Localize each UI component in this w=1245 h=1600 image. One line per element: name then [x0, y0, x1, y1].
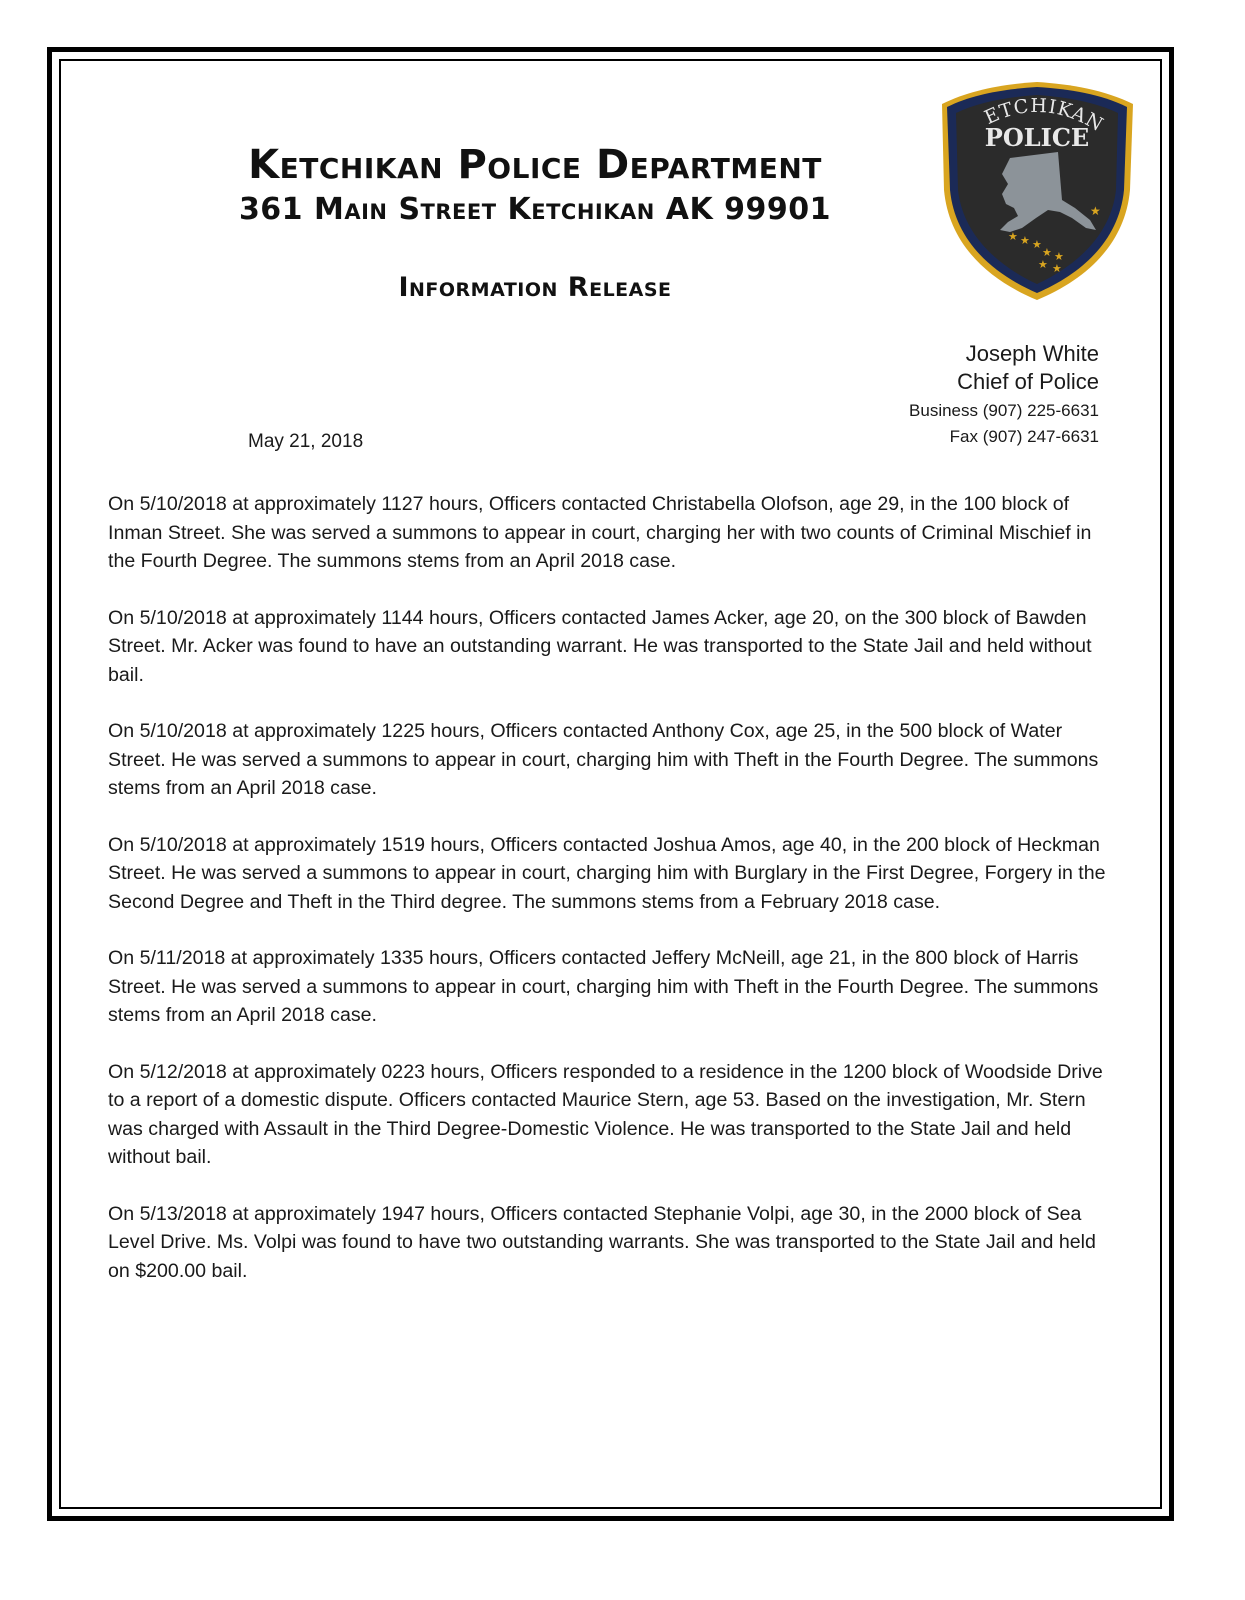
svg-text:★: ★ [1090, 204, 1101, 218]
release-title: Information Release [398, 272, 672, 303]
incident-paragraph: On 5/10/2018 at approximately 1225 hours, Officers contacted Anthony Cox, age 25, in the 500 block of Water Street. He was served a summons to appear in court, charging him with Theft in the Fourth Degree. The summons stems from an April 2018 case. [108, 720, 1099, 799]
incident-paragraph: On 5/10/2018 at approximately 1519 hours, Officers contacted Joshua Amos, age 40, in the 200 block of Heckman Street. He was served a summons to appear in court, charging him with Burglary in the First Degree, Forgery in the Second Degree and Theft in the Third degree. The summons stems from a February 2018 case. [108, 833, 1106, 913]
release-body [108, 490, 1108, 1313]
department-address: 361 Main Street Ketchikan AK 99901 [238, 192, 832, 227]
svg-text:★: ★ [1052, 262, 1062, 275]
incident-paragraph: On 5/13/2018 at approximately 1947 hours, Officers contacted Stephanie Volpi, age 30, in the 2000 block of Sea Level Drive. Ms. Volpi was found to have two outstanding warrants. She was transported to the State Jail and held on $200.00 bail. [108, 1202, 1096, 1282]
incident-paragraph: On 5/10/2018 at approximately 1127 hours, Officers contacted Christabella Olofson, age 29, in the 100 block of Inman Street. She was served a summons to appear in court, charging her with two counts of Criminal Mischief in the Fourth Degree. The summons stems from an April 2018 case. [108, 493, 1092, 572]
chief-name: Joseph White [965, 341, 1099, 366]
department-name: Ketchikan Police Department [248, 142, 822, 188]
incident-paragraph: On 5/10/2018 at approximately 1144 hours, Officers contacted James Acker, age 20, on the 300 block of Bawden Street. Mr. Acker was found to have an outstanding warrant. He was transported to the State Jail and held without bail. [108, 606, 1092, 686]
svg-text:★: ★ [1042, 246, 1052, 259]
chief-title: Chief of Police [957, 369, 1099, 394]
svg-text:★: ★ [1008, 230, 1018, 243]
svg-text:★: ★ [1032, 238, 1042, 251]
chief-contact-block [909, 340, 1099, 450]
police-badge-icon [940, 80, 1135, 302]
badge-text-line2: POLICE [984, 123, 1090, 152]
svg-text:★: ★ [1054, 250, 1064, 263]
business-phone: Business (907) 225-6631 [909, 401, 1099, 420]
svg-text:★: ★ [1020, 234, 1030, 247]
fax-number: Fax (907) 247-6631 [949, 427, 1099, 446]
badge-text-line1: ETCHIKAN [981, 94, 1108, 137]
incident-paragraph: On 5/12/2018 at approximately 0223 hours, Officers responded to a residence in the 1200 block of Woodside Drive to a report of a domestic dispute. Officers contacted Maurice Stern, age 53. Based on the investigation, Mr. Stern was charged with Assault in the Third Degree-Domestic Violence. He was transported to the State Jail and held without bail. [108, 1060, 1103, 1168]
svg-text:★: ★ [1038, 258, 1048, 271]
release-date: May 21, 2018 [248, 431, 364, 452]
incident-paragraph: On 5/11/2018 at approximately 1335 hours, Officers contacted Jeffery McNeill, age 21, in the 800 block of Harris Street. He was served a summons to appear in court, charging him with Theft in the Fourth Degree. The summons stems from an April 2018 case. [108, 947, 1099, 1026]
